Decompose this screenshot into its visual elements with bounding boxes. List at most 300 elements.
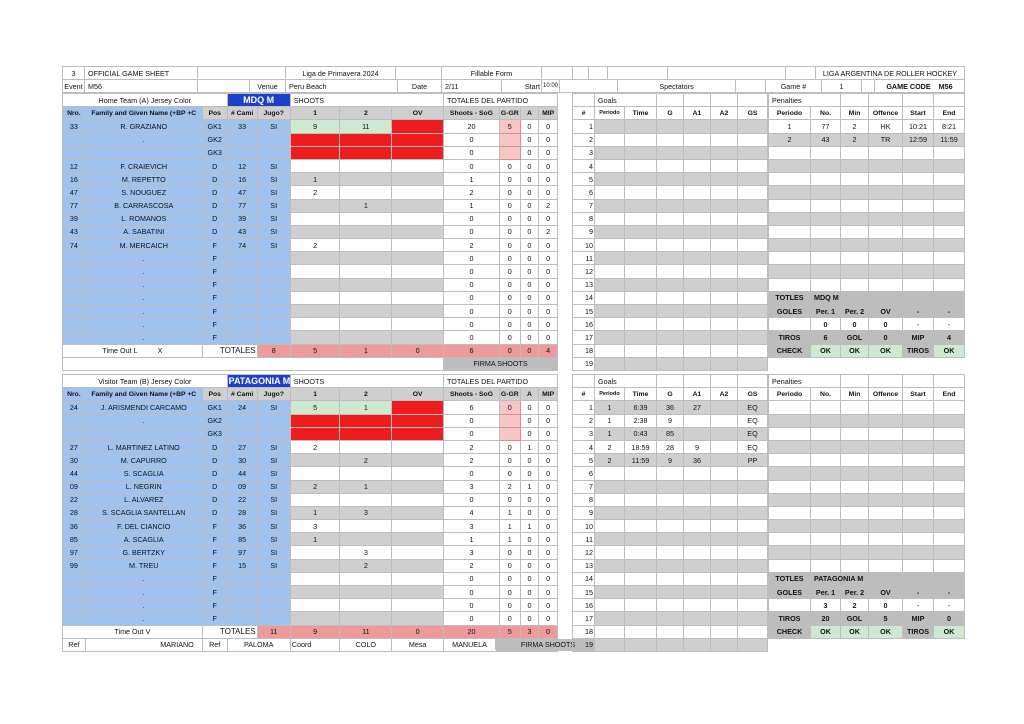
shots-p2[interactable] [340, 427, 392, 440]
shots-p1[interactable]: 1 [290, 506, 340, 519]
player-nro[interactable]: 74 [63, 239, 86, 252]
penalty-off[interactable] [869, 520, 903, 533]
penalty-start[interactable]: 12:59 [903, 133, 934, 146]
shots-p2[interactable] [340, 331, 392, 344]
shots-p2[interactable] [340, 440, 392, 453]
shots-p2[interactable] [340, 493, 392, 506]
shots-ov[interactable] [392, 467, 444, 480]
player-nro[interactable]: 39 [63, 212, 86, 225]
goal-time[interactable] [625, 120, 657, 133]
shots-p1[interactable] [290, 252, 340, 265]
goal-time[interactable] [625, 520, 657, 533]
penalty-no[interactable] [811, 239, 841, 252]
goal-gs[interactable] [738, 467, 768, 480]
date-value[interactable]: 2/11 [442, 80, 502, 93]
shots-p2[interactable]: 2 [340, 454, 392, 467]
penalty-min[interactable] [841, 427, 869, 440]
player-nro[interactable]: 97 [63, 546, 86, 559]
shots-ov[interactable] [392, 520, 444, 533]
game-code-value[interactable]: M56 [938, 81, 953, 91]
penalty-start[interactable] [903, 467, 934, 480]
player-jugo[interactable]: SI [257, 559, 290, 572]
goal-gs[interactable] [738, 291, 768, 304]
player-cami[interactable]: 97 [227, 546, 257, 559]
goal-gs[interactable] [738, 252, 768, 265]
event-value[interactable]: M56 [85, 80, 198, 93]
player-jugo[interactable]: SI [257, 520, 290, 533]
shots-p2[interactable] [340, 186, 392, 199]
penalty-off[interactable] [869, 278, 903, 291]
penalty-per[interactable] [769, 225, 811, 238]
penalty-end[interactable] [934, 520, 965, 533]
ref2-name[interactable]: PALOMA [227, 638, 290, 651]
penalty-no[interactable] [811, 212, 841, 225]
shots-p1[interactable] [290, 546, 340, 559]
goal-time[interactable] [625, 186, 657, 199]
player-nro[interactable]: 99 [63, 559, 86, 572]
player-nro[interactable] [63, 291, 86, 304]
shots-ov[interactable] [392, 305, 444, 318]
penalty-end[interactable] [934, 454, 965, 467]
goal-a1[interactable]: 9 [684, 440, 711, 453]
shots-p1[interactable]: 2 [290, 239, 340, 252]
goal-a2[interactable] [711, 440, 738, 453]
goal-a2[interactable] [711, 559, 738, 572]
penalty-end[interactable] [934, 212, 965, 225]
shots-p1[interactable] [290, 586, 340, 599]
goal-gs[interactable] [738, 357, 768, 370]
goal-a1[interactable] [684, 357, 711, 370]
goal-gs[interactable] [738, 173, 768, 186]
goal-a2[interactable] [711, 599, 738, 612]
player-name[interactable]: . [85, 572, 202, 585]
penalty-no[interactable] [811, 454, 841, 467]
venue-value[interactable]: Peru Beach [286, 80, 398, 93]
shots-p2[interactable] [340, 572, 392, 585]
player-cami[interactable]: 15 [227, 559, 257, 572]
penalty-end[interactable] [934, 506, 965, 519]
goal-gs[interactable] [738, 480, 768, 493]
goal-per[interactable] [595, 278, 625, 291]
penalty-per[interactable] [769, 506, 811, 519]
goal-a2[interactable] [711, 612, 738, 625]
goal-time[interactable] [625, 318, 657, 331]
penalty-off[interactable] [869, 199, 903, 212]
player-jugo[interactable] [257, 252, 290, 265]
goal-a2[interactable] [711, 414, 738, 427]
goal-g[interactable] [657, 146, 684, 159]
shots-p1[interactable] [290, 146, 340, 159]
goal-a1[interactable]: 36 [684, 454, 711, 467]
penalty-end[interactable] [934, 173, 965, 186]
penalty-per[interactable] [769, 427, 811, 440]
goal-a1[interactable] [684, 520, 711, 533]
penalty-start[interactable] [903, 559, 934, 572]
player-jugo[interactable]: SI [257, 120, 290, 133]
penalty-end[interactable] [934, 278, 965, 291]
shots-p2[interactable] [340, 159, 392, 172]
shots-p2[interactable] [340, 318, 392, 331]
player-cami[interactable] [227, 133, 257, 146]
shots-p1[interactable] [290, 133, 340, 146]
goal-a1[interactable] [684, 467, 711, 480]
goal-a2[interactable] [711, 239, 738, 252]
penalty-end[interactable] [934, 239, 965, 252]
shots-ov[interactable] [392, 599, 444, 612]
goal-a2[interactable] [711, 265, 738, 278]
goal-per[interactable] [595, 344, 625, 357]
goal-g[interactable] [657, 625, 684, 638]
shots-p1[interactable] [290, 414, 340, 427]
shots-p2[interactable] [340, 414, 392, 427]
goal-a1[interactable] [684, 173, 711, 186]
penalty-per[interactable] [769, 239, 811, 252]
player-cami[interactable] [227, 305, 257, 318]
penalty-no[interactable] [811, 480, 841, 493]
goal-per[interactable] [595, 318, 625, 331]
goal-per[interactable]: 1 [595, 414, 625, 427]
goal-time[interactable] [625, 612, 657, 625]
player-nro[interactable]: 24 [63, 401, 86, 414]
goal-time[interactable] [625, 133, 657, 146]
shots-ov[interactable] [392, 133, 444, 146]
penalty-off[interactable] [869, 414, 903, 427]
penalty-start[interactable] [903, 440, 934, 453]
player-nro[interactable] [63, 586, 86, 599]
player-jugo[interactable]: SI [257, 225, 290, 238]
goal-time[interactable] [625, 559, 657, 572]
player-cami[interactable]: 47 [227, 186, 257, 199]
goal-a1[interactable] [684, 120, 711, 133]
goal-g[interactable] [657, 252, 684, 265]
goal-time[interactable] [625, 546, 657, 559]
penalty-end[interactable] [934, 159, 965, 172]
penalty-per[interactable] [769, 199, 811, 212]
player-jugo[interactable] [257, 291, 290, 304]
player-name[interactable]: . [85, 586, 202, 599]
penalty-no[interactable] [811, 414, 841, 427]
goal-per[interactable] [595, 239, 625, 252]
penalty-no[interactable]: 77 [811, 120, 841, 133]
player-name[interactable]: F. DEL CIANCIO [85, 520, 202, 533]
player-name[interactable]: M. REPETTO [85, 173, 202, 186]
player-jugo[interactable]: SI [257, 173, 290, 186]
player-cami[interactable] [227, 146, 257, 159]
shots-p1[interactable] [290, 305, 340, 318]
penalty-min[interactable]: 2 [841, 133, 869, 146]
goal-time[interactable] [625, 357, 657, 370]
player-name[interactable]: G. BERTZKY [85, 546, 202, 559]
goal-time[interactable] [625, 146, 657, 159]
shots-ov[interactable] [392, 506, 444, 519]
player-jugo[interactable]: SI [257, 454, 290, 467]
player-jugo[interactable]: SI [257, 493, 290, 506]
shots-p2[interactable]: 1 [340, 401, 392, 414]
goal-gs[interactable] [738, 120, 768, 133]
goal-a2[interactable] [711, 506, 738, 519]
player-name[interactable]: A. SCAGLIA [85, 533, 202, 546]
shots-ov[interactable] [392, 612, 444, 625]
penalty-no[interactable] [811, 440, 841, 453]
goal-a2[interactable] [711, 454, 738, 467]
penalty-end[interactable] [934, 559, 965, 572]
penalty-off[interactable] [869, 186, 903, 199]
goal-gs[interactable] [738, 318, 768, 331]
goal-gs[interactable] [738, 159, 768, 172]
goal-time[interactable] [625, 533, 657, 546]
shots-p2[interactable] [340, 467, 392, 480]
player-jugo[interactable]: SI [257, 546, 290, 559]
goal-a2[interactable] [711, 146, 738, 159]
penalty-no[interactable] [811, 225, 841, 238]
penalty-start[interactable] [903, 159, 934, 172]
goal-g[interactable] [657, 344, 684, 357]
penalty-off[interactable] [869, 173, 903, 186]
penalty-min[interactable] [841, 173, 869, 186]
player-cami[interactable]: 33 [227, 120, 257, 133]
player-nro[interactable] [63, 318, 86, 331]
penalty-start[interactable] [903, 493, 934, 506]
penalty-end[interactable] [934, 401, 965, 414]
player-cami[interactable]: 22 [227, 493, 257, 506]
player-jugo[interactable]: SI [257, 199, 290, 212]
penalty-no[interactable] [811, 265, 841, 278]
penalty-min[interactable] [841, 146, 869, 159]
penalty-off[interactable] [869, 533, 903, 546]
shots-p1[interactable]: 1 [290, 173, 340, 186]
goal-a1[interactable] [684, 559, 711, 572]
goal-g[interactable] [657, 133, 684, 146]
goal-g[interactable] [657, 357, 684, 370]
goal-per[interactable] [595, 467, 625, 480]
penalty-end[interactable] [934, 265, 965, 278]
goal-a2[interactable] [711, 480, 738, 493]
penalty-min[interactable] [841, 493, 869, 506]
penalty-end[interactable] [934, 225, 965, 238]
visitor-firma-shoots[interactable]: FIRMA SHOOTS [496, 639, 600, 651]
player-cami[interactable]: 28 [227, 506, 257, 519]
goal-a2[interactable] [711, 278, 738, 291]
penalty-off[interactable]: TR [869, 133, 903, 146]
goal-a2[interactable] [711, 173, 738, 186]
penalty-end[interactable] [934, 493, 965, 506]
goal-per[interactable] [595, 173, 625, 186]
goal-a2[interactable] [711, 159, 738, 172]
goal-g[interactable] [657, 225, 684, 238]
shots-p1[interactable]: 2 [290, 480, 340, 493]
goal-g[interactable] [657, 572, 684, 585]
goal-g[interactable] [657, 599, 684, 612]
penalty-off[interactable]: HK [869, 120, 903, 133]
goal-a2[interactable] [711, 520, 738, 533]
player-cami[interactable]: 85 [227, 533, 257, 546]
penalty-no[interactable] [811, 427, 841, 440]
penalty-end[interactable] [934, 427, 965, 440]
goal-a1[interactable] [684, 159, 711, 172]
goal-a1[interactable] [684, 305, 711, 318]
penalty-off[interactable] [869, 440, 903, 453]
home-firma-shoots[interactable]: FIRMA SHOOTS [444, 357, 558, 370]
goal-gs[interactable] [738, 520, 768, 533]
shots-ov[interactable] [392, 146, 444, 159]
goal-per[interactable] [595, 186, 625, 199]
goal-a1[interactable] [684, 186, 711, 199]
goal-per[interactable] [595, 159, 625, 172]
goal-gs[interactable] [738, 305, 768, 318]
shots-p1[interactable] [290, 454, 340, 467]
penalty-min[interactable] [841, 480, 869, 493]
goal-per[interactable]: 1 [595, 427, 625, 440]
goal-a1[interactable] [684, 344, 711, 357]
goal-a2[interactable] [711, 225, 738, 238]
goal-g[interactable] [657, 120, 684, 133]
player-name[interactable]: M. MERCAICH [85, 239, 202, 252]
player-name[interactable]: . [85, 278, 202, 291]
shots-ov[interactable] [392, 212, 444, 225]
goal-a1[interactable] [684, 586, 711, 599]
shots-p1[interactable] [290, 572, 340, 585]
goal-time[interactable] [625, 239, 657, 252]
player-name[interactable]: . [85, 331, 202, 344]
goal-g[interactable] [657, 173, 684, 186]
shots-p2[interactable] [340, 278, 392, 291]
player-cami[interactable]: 12 [227, 159, 257, 172]
player-cami[interactable]: 43 [227, 225, 257, 238]
goal-time[interactable]: 0:43 [625, 427, 657, 440]
visitor-team-name[interactable]: PATAGONIA M [227, 375, 290, 388]
penalty-per[interactable] [769, 173, 811, 186]
player-cami[interactable]: 09 [227, 480, 257, 493]
shots-p2[interactable] [340, 252, 392, 265]
goal-a1[interactable]: 27 [684, 401, 711, 414]
penalty-start[interactable] [903, 212, 934, 225]
goal-gs[interactable] [738, 146, 768, 159]
goal-a2[interactable] [711, 120, 738, 133]
penalty-no[interactable] [811, 546, 841, 559]
player-name[interactable]: B. CARRASCOSA [85, 199, 202, 212]
penalty-per[interactable] [769, 414, 811, 427]
goal-time[interactable] [625, 638, 657, 651]
goal-per[interactable] [595, 546, 625, 559]
penalty-per[interactable] [769, 546, 811, 559]
penalty-per[interactable] [769, 440, 811, 453]
player-name[interactable]: . [85, 318, 202, 331]
goal-g[interactable]: 9 [657, 414, 684, 427]
goal-time[interactable] [625, 480, 657, 493]
penalty-no[interactable] [811, 199, 841, 212]
goal-g[interactable] [657, 212, 684, 225]
player-name[interactable] [85, 427, 202, 440]
player-nro[interactable] [63, 572, 86, 585]
player-name[interactable] [85, 146, 202, 159]
player-nro[interactable]: 33 [63, 120, 86, 133]
goal-per[interactable] [595, 612, 625, 625]
player-jugo[interactable] [257, 572, 290, 585]
player-name[interactable]: . [85, 414, 202, 427]
shots-p2[interactable] [340, 533, 392, 546]
player-nro[interactable] [63, 612, 86, 625]
player-cami[interactable] [227, 252, 257, 265]
penalty-no[interactable] [811, 146, 841, 159]
goal-time[interactable] [625, 305, 657, 318]
shots-ov[interactable] [392, 225, 444, 238]
goal-gs[interactable] [738, 186, 768, 199]
penalty-off[interactable] [869, 454, 903, 467]
player-name[interactable]: . [85, 599, 202, 612]
goal-per[interactable]: 1 [595, 401, 625, 414]
goal-time[interactable] [625, 586, 657, 599]
player-nro[interactable] [63, 146, 86, 159]
goal-per[interactable] [595, 252, 625, 265]
player-jugo[interactable] [257, 599, 290, 612]
goal-g[interactable] [657, 506, 684, 519]
shots-p2[interactable]: 1 [340, 480, 392, 493]
shots-p1[interactable] [290, 331, 340, 344]
penalty-min[interactable] [841, 278, 869, 291]
player-cami[interactable]: 16 [227, 173, 257, 186]
shots-ov[interactable] [392, 493, 444, 506]
shots-p2[interactable] [340, 173, 392, 186]
penalty-start[interactable] [903, 199, 934, 212]
player-jugo[interactable] [257, 133, 290, 146]
goal-gs[interactable] [738, 265, 768, 278]
goal-time[interactable] [625, 493, 657, 506]
shots-ov[interactable] [392, 318, 444, 331]
goal-a2[interactable] [711, 572, 738, 585]
penalty-start[interactable] [903, 427, 934, 440]
shots-p1[interactable] [290, 265, 340, 278]
shots-ov[interactable] [392, 199, 444, 212]
penalty-min[interactable] [841, 225, 869, 238]
goal-g[interactable] [657, 265, 684, 278]
goal-a1[interactable] [684, 625, 711, 638]
player-jugo[interactable] [257, 278, 290, 291]
goal-per[interactable] [595, 586, 625, 599]
player-nro[interactable]: 77 [63, 199, 86, 212]
shots-p1[interactable]: 2 [290, 440, 340, 453]
goal-per[interactable] [595, 265, 625, 278]
goal-time[interactable] [625, 199, 657, 212]
shots-p1[interactable]: 9 [290, 120, 340, 133]
goal-per[interactable] [595, 357, 625, 370]
goal-gs[interactable] [738, 625, 768, 638]
penalty-min[interactable] [841, 546, 869, 559]
goal-per[interactable] [595, 520, 625, 533]
player-nro[interactable] [63, 599, 86, 612]
goal-a1[interactable] [684, 506, 711, 519]
player-name[interactable]: L. MARTINEZ LATINO [85, 440, 202, 453]
shots-p1[interactable] [290, 318, 340, 331]
player-name[interactable]: S. SCAGLIA SANTELLAN [85, 506, 202, 519]
goal-g[interactable]: 85 [657, 427, 684, 440]
goal-time[interactable] [625, 331, 657, 344]
shots-p2[interactable]: 2 [340, 559, 392, 572]
goal-g[interactable] [657, 278, 684, 291]
player-name[interactable]: . [85, 252, 202, 265]
goal-per[interactable] [595, 331, 625, 344]
player-jugo[interactable]: SI [257, 467, 290, 480]
shots-p2[interactable] [340, 586, 392, 599]
penalty-end[interactable] [934, 199, 965, 212]
penalty-start[interactable] [903, 278, 934, 291]
goal-time[interactable] [625, 599, 657, 612]
shots-p1[interactable]: 2 [290, 186, 340, 199]
penalty-min[interactable] [841, 186, 869, 199]
goal-time[interactable] [625, 212, 657, 225]
penalty-per[interactable] [769, 265, 811, 278]
goal-a1[interactable] [684, 146, 711, 159]
goal-a1[interactable] [684, 133, 711, 146]
